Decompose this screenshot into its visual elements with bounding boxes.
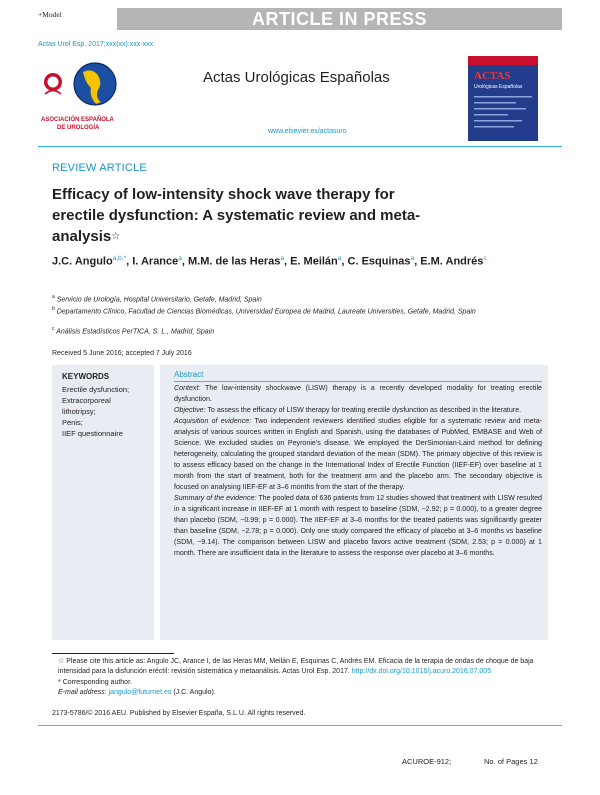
abstract-section-label: Context: bbox=[174, 384, 201, 392]
corresponding-marker: * bbox=[58, 679, 61, 686]
citation-footnote bbox=[58, 657, 552, 677]
affiliation-text: Servicio de Urología, Hospital Universitario, Getafe, Madrid, Spain bbox=[56, 296, 262, 304]
affiliation bbox=[52, 324, 552, 337]
model-tag: +Model bbox=[38, 10, 62, 19]
author-name: E.M. Andrés bbox=[420, 255, 484, 268]
cover-title: ACTAS bbox=[474, 70, 511, 82]
abstract-section-text: Two independent reviewers identified studies eligible for a systematic review and meta-analysis of various sources written in English and Spanish, using the databases of PubMed, EMBASE and Web of Science. We excluded studies on Peyronie's disease. We employed the DerSimonian-Laird method for defining heterogeneity, calculating the grouped standard deviation of the mean (SDM). The primary objective of this review is to assess efficacy based on the change in the International Index of Erectile Function (IIEF-EF) over baseline at 1 month from the start of treatment, both for the treatment arm and the placebo arm. The secondary objective is focused on analysing IIEF-EF at 3–6 months from the start of the therapy. bbox=[174, 417, 542, 491]
keyword-item: Penis; bbox=[62, 418, 83, 427]
keyword-item: Erectile dysfunction; bbox=[62, 385, 130, 394]
abstract-section bbox=[174, 383, 542, 405]
abstract-heading: Abstract bbox=[174, 370, 204, 379]
header-rule bbox=[38, 146, 562, 147]
author-affiliation-marker[interactable]: a bbox=[280, 255, 284, 262]
keyword-item: Extracorporeal bbox=[62, 396, 111, 405]
author-affiliation-marker[interactable]: a bbox=[410, 255, 415, 262]
doi-link[interactable]: http://dx.doi.org/10.1016/j.acuro.2016.07.005 bbox=[351, 668, 492, 675]
society-logo bbox=[41, 60, 131, 132]
footer-rule bbox=[38, 725, 562, 726]
article-id: ACUROE-912; bbox=[402, 757, 452, 766]
author-name: M.M. de las Heras bbox=[188, 255, 281, 268]
affiliation-marker: b bbox=[52, 306, 55, 312]
author-name: J.C. Angulo bbox=[52, 255, 113, 268]
page-count: No. of Pages 12 bbox=[484, 757, 538, 766]
affiliation bbox=[52, 304, 552, 317]
keyword-item: lithotripsy; bbox=[62, 407, 96, 416]
abstract-section-label: Objective: bbox=[174, 406, 206, 414]
author-affiliation-marker[interactable]: c bbox=[483, 255, 487, 262]
author-affiliation-marker[interactable]: a,b,* bbox=[112, 255, 127, 262]
abstract-section-text: The low-intensity shockwave (LISW) therapy is a recently developed modality for treating erectile dysfunction. bbox=[174, 384, 542, 403]
footnote-rule bbox=[52, 653, 174, 654]
abstract-section bbox=[174, 416, 542, 493]
footnote-star: ☆ bbox=[58, 658, 65, 665]
author-name: I. Arance bbox=[132, 255, 179, 268]
abstract-section bbox=[174, 405, 542, 416]
journal-title: Actas Urológicas Españolas bbox=[203, 69, 390, 86]
copyright-line: 2173-5786/© 2016 AEU. Published by Elsevier España, S.L.U. All rights reserved. bbox=[52, 710, 306, 717]
affiliation-marker: c bbox=[52, 326, 55, 332]
author-affiliation-marker[interactable]: a bbox=[337, 255, 342, 262]
abstract-section-text: The pooled data of 636 patients from 12 studies showed that treatment with LISW resulted in a significant increase in IIEF-EF at 1 month with respect to baseline (SDM, −2.92; p = 0.000), to a greater degree than placebo (SDM, −0.99; p = 0.000). The IIEF-EF at 3–6 months for the treated patients was significantly greater than baseline (SDM, −2.78; p = 0.000). Only one study compared the efficacy of placebo at 3–6 months vs baseline (SDM, −9.14). The comparison between LISW and placebo favors active treatment (SDM, 2.53; p = 0.000) at 1 month. There are insufficient data in the literature to assess the response over placebo at 3–6 months. bbox=[174, 494, 543, 557]
society-emblem-icon bbox=[44, 63, 116, 105]
abstract-section bbox=[174, 493, 542, 559]
email-label: E-mail address: bbox=[58, 689, 107, 696]
keyword-item: IIEF questionnaire bbox=[62, 429, 123, 438]
author-name: C. Esquinas bbox=[347, 255, 411, 268]
author-name: E. Meilán bbox=[290, 255, 338, 268]
article-title bbox=[52, 184, 422, 247]
affiliation-text: Análisis Estadísticos PerTICA, S. L., Madrid, Spain bbox=[56, 328, 215, 336]
footnote-cite-text: Please cite this article as: Angulo JC, Arance I, de las Heras MM, Meilán E, Esquinas C, Andrés EM. Eficacia de la terapia de ondas de choque de baja intensidad para la disfunción eréctil: revisión sistemática y metaanálisis. Actas Urol Esp. 2017. bbox=[58, 658, 534, 675]
abstract-body bbox=[174, 383, 542, 559]
cover-subtitle: Urológicas Españolas bbox=[474, 84, 523, 90]
email-footnote bbox=[58, 688, 552, 698]
received-dates: Received 5 June 2016; accepted 7 July 2016 bbox=[52, 350, 192, 357]
journal-url[interactable]: www.elsevier.es/actasuro bbox=[268, 128, 347, 135]
abstract-section-label: Summary of the evidence: bbox=[174, 494, 257, 502]
society-name-line1: ASOCIACIÓN ESPAÑOLA bbox=[41, 117, 114, 123]
corresponding-footnote bbox=[58, 678, 552, 688]
email-suffix: (J.C. Angulo). bbox=[173, 689, 216, 696]
author-affiliation-marker[interactable]: a bbox=[178, 255, 182, 262]
title-footnote-marker[interactable]: ☆ bbox=[111, 231, 121, 242]
email-link[interactable]: jangulo@futurnet.es bbox=[108, 689, 172, 696]
article-title-text: Efficacy of low-intensity shock wave therapy for erectile dysfunction: A systematic review and meta-analysis bbox=[52, 186, 421, 245]
keywords-heading: KEYWORDS bbox=[62, 372, 110, 381]
abstract-rule bbox=[174, 381, 542, 382]
affiliation-text: Departamento Clínico, Facultad de Ciencias Biomédicas, Universidad Europea de Madrid, Laureate Universities, Getafe, Madrid, Spain bbox=[56, 308, 476, 316]
society-name-line2: DE UROLOGÍA bbox=[57, 125, 100, 131]
journal-citation[interactable]: Actas Urol Esp. 2017;xxx(xx):xxx-xxx bbox=[38, 41, 154, 48]
author-list: J.C. Angulo$^{a,b,*}$, I. Arance$^a$, M.M. de las Heras$^a$, E. Meilán$^a$, C. Esquinas$^a$, E.M. Andrés$^c$ bbox=[52, 255, 487, 268]
abstract-section-text: To assess the efficacy of LISW therapy for treating erectile dysfunction as described in the literature. bbox=[207, 406, 522, 414]
corresponding-text: Corresponding author. bbox=[62, 679, 132, 686]
journal-cover-thumbnail bbox=[468, 56, 538, 141]
section-label: REVIEW ARTICLE bbox=[52, 162, 147, 174]
abstract-section-label: Acquisition of evidence: bbox=[174, 417, 252, 425]
article-in-press-banner: ARTICLE IN PRESS bbox=[117, 8, 562, 30]
affiliation-marker: a bbox=[52, 294, 55, 300]
